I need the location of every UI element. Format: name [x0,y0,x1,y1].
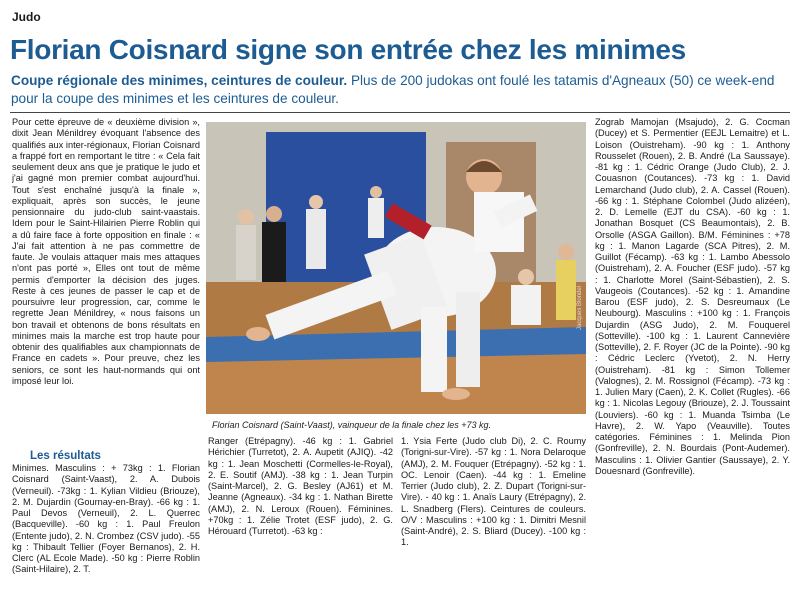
standfirst-text: Plus de 200 judokas ont foulé les tatamis d'Agneaux (50) ce week-end pour la coupe des minimes et les ceintures de couleur. [11,73,775,106]
header-rule [10,112,790,113]
results-text-3: 1. Ysia Ferte (Judo club Di), 2. C. Roumy (Torigni-sur-Vire). -57 kg : 1. Nora Delaroque (AMJ), 2. M. Fouquer (Etrépagny). -52 kg : 1. OC. Lenoir (Caen). -44 kg : 1. Emeline Terrier (Judo club), 2. Z. Dupart (Torigni-sur-Vire). - 40 kg : 1. Anaïs Laury (Etrépagny), 2. L. Snadberg (Flers). Ceintures de couleurs. O/V : Masculins : +100 kg : 1. Dimitri Mesnil (Saint-André), 2. S. Bliard (Ducey). -100 kg : 1. [401,436,586,548]
headline: Florian Coisnard signe son entrée chez les minimes [10,34,686,65]
article-column [12,117,200,417]
judo-photo [206,122,586,414]
results-column-1 [12,463,200,603]
results-text-4: Zograb Mamojan (Msajudo), 2. G. Cocman (Ducey) et S. Permentier (EEJL Lemaitre) et L. Loison (Ouistreham). -90 kg : 1. Anthony Rousselet (Rouen), 2. B. André (La Saussaye). -81 kg : 1. Cédric Orange (Judo Club), 2. J. Couasnon (Coutances). -73 kg : 1. David Lemarchand (Judo club), 2. A. Cassel (Rouen). -66 kg : 1. Stéphane Colombel (Judo alizéen), 2. D. Lemelle (EJT du CSA). -60 kg : 1. Jonathan Bosquet (CS Beaumontais), 2. B. Orsolle (ASGA Gaillon). B/M. Féminines : +78 kg : 1. Manon Lagarde (SCA Pitres), 2. M. Guillot (Fécamp). -63 kg : 1. Lambo Abessolo (Ouistreham), 2. A. Foucher (ESF judo). -57 kg : 1. Charlotte Morel (Saint-Sébastien), 2. S. Vaugeois (Coutances). -52 kg : 1. Amandine Barou (ESF judo), 2. S. Desreumaux (Le Neubourg). Masculins : +100 kg : 1. François Dujardin (ASG Judo), 2. M. Fouquerel (Sotteville). -100 kg : 1. Laurent Cannevière (Sotteville), 2. F. Royer (JC de la Pointe). -90 kg : Cédric Leclerc (Yvetot), 2. N. Herry (Ouistreham). -81 kg : Simon Tollemer (Valognes), 2. M. Rossignol (Fécamp). -73 kg : 1. Julien Mary (Caen), 2. K. Collet (Rugles). -66 kg : 1. Nicolas Legouy (Briouze), 2. J. Toussaint (Louviers). -60 kg : 1. Muanda Tsimba (Le Havre), 2. W. Yapo (Veauville). Toutes catégories. Féminines : 1. Melinda Pion (Gonfreville), 2. N. Bourdais (Pont-Audemer). Masculins : 1. Olivier Gantier (Saussaye), 2. Y. Douesnard (Gonfreville). [595,117,790,476]
standfirst [11,72,786,108]
article-paragraph: Pour cette épreuve de « deuxième division », dixit Jean Ménildrey évoquant l'absence des qualifiés aux inter-régionaux, Florian Coisnard a frappé fort en remportant le titre : « Cela fait seulement deux ans que je pratique le judo et j'ai gagné mon premier combat aujourd'hui. Tout s'est enchaîné jusqu'à la finale », expliquait, après son succès, le jeune pensionnaire du judo-club saint-vaastais. Idem pour le Saint-Hilairien Pierre Roblin qui a dû faire face à forte opposition en finale : « J'ai fait attention à ne pas commettre de faute. Je voulais attaquer mais mes attaques n'ont pas porté », Elles ont tout de même permis d'emporter la décision des juges. Reste à ces jeunes de passer le cap et de poursuivre leur progression, car, comme le regrette Jean Ménildrey, « nous faisons un bon travail et obtenons de bons résultats en minimes mais la marche est trop haute pour obtenir des qualifiables aux championnats de France en cadets ». Pour preuve, chez les seniors, ce sont les haut-normands qui ont imposé leur loi. [12,117,200,386]
results-column-4 [595,117,790,603]
photo-caption: Florian Coisnard (Saint-Vaast), vainqueur de la finale chez les +73 kg. [212,420,492,430]
photo-credit: Jacques Blondel [577,285,583,330]
results-column-2 [208,436,393,606]
results-column-3 [401,436,586,606]
results-text-1: Minimes. Masculins : + 73kg : 1. Florian Coisnard (Saint-Vaast), 2. A. Dubois (Verneuil). -73kg : 1. Kylian Vildieu (Briouze), 2. M. Dujardin (Gournay-en-Bray). -66 kg : 1. Paul Devos (Verneuil), 2. L. Querrec (Bacqueville). -60 kg : 1. Paul Freulon (Entente judo), 2. N. Crombez (CSV judo). -55 kg : Thibault Tellier (Foyer Bernanos), 2. H. Clerc (AL Ecole Made). -50 kg : Pierre Roblin (Saint-Hilaire), 2. T. [12,463,200,575]
results-text-2: Ranger (Etrépagny). -46 kg : 1. Gabriel Hérichier (Turretot), 2. A. Aupetit (AJIQ). -42 kg : 1. Jean Moschetti (Cormelles-le-Royal), 2. E. Soutif (AMJ). -38 kg : 1. Jean Turpin (Saint-Marcel), 2. G. Besley (AJ61) et M. Jeanne (Agneaux). -34 kg : 1. Nathan Birette (AMJ), 2. N. Leroux (Rouen). Féminines. +70kg : 1. Zélie Trotet (ESF judo), 2. G. Hérouard (Turretot). -63 kg : [208,436,393,536]
judo-photo-illustration [206,122,586,414]
results-heading: Les résultats [30,450,101,462]
rubric: Judo [12,10,41,24]
standfirst-lead: Coupe régionale des minimes, ceintures de couleur. [11,73,348,88]
